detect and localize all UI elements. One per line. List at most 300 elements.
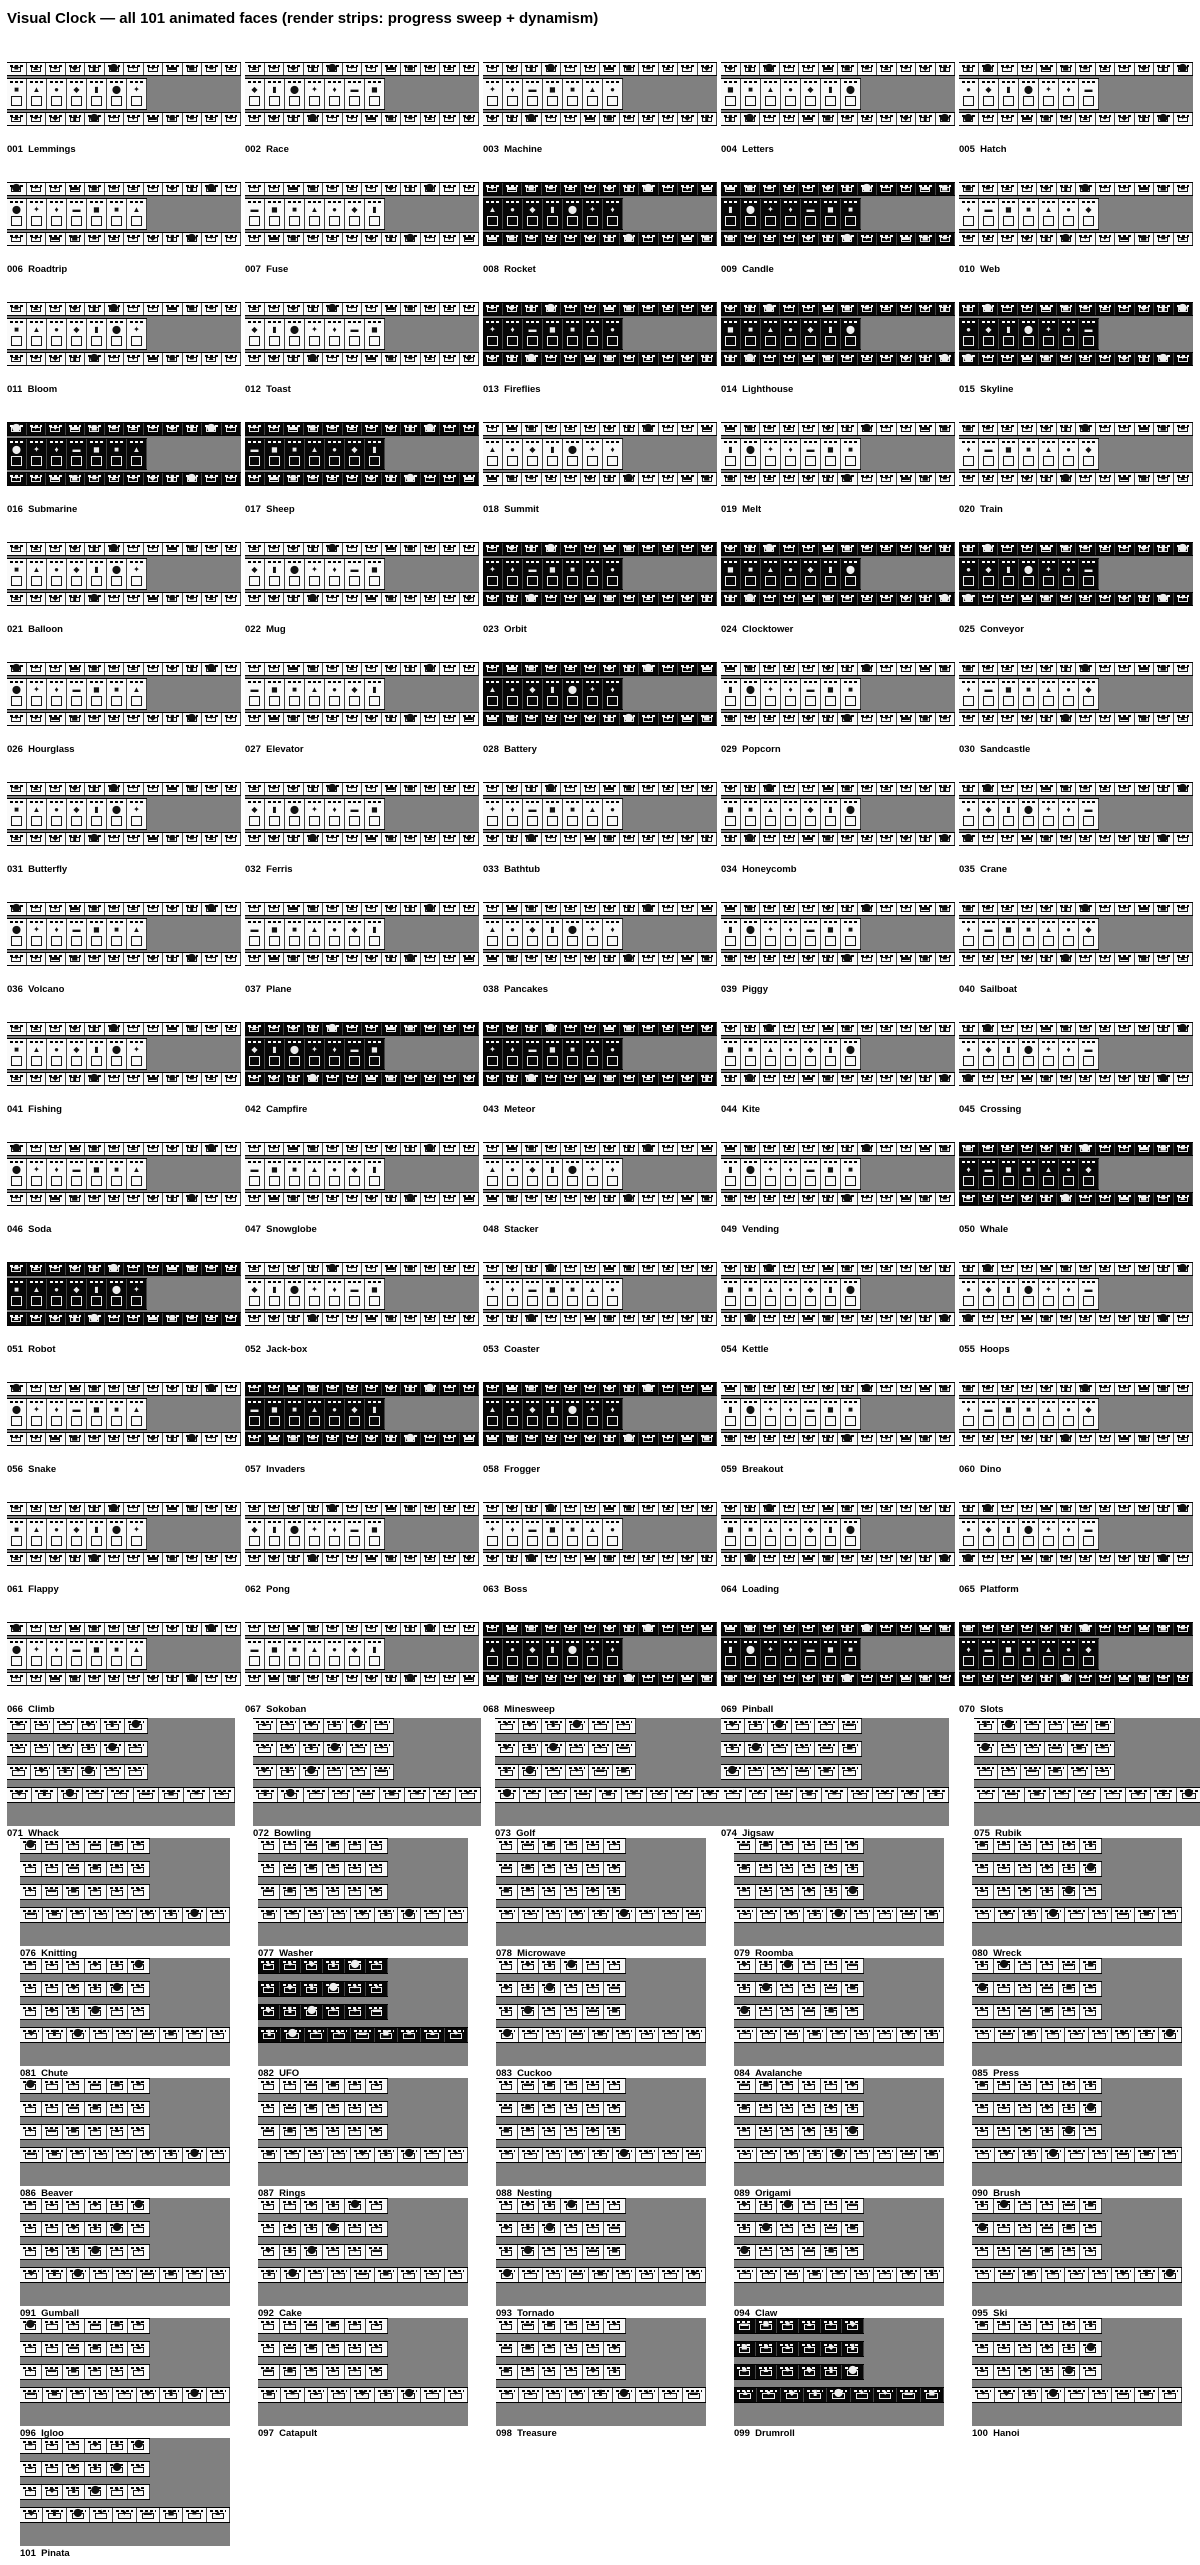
frame-glyph: ▬ xyxy=(605,1024,613,1032)
strip-frame xyxy=(561,473,581,485)
strip-frame xyxy=(1076,663,1096,675)
frame-glyph: ✦ xyxy=(766,834,773,842)
strip-frame xyxy=(581,833,601,845)
frame-glyph: ◆ xyxy=(73,1046,79,1054)
face-number: 053 xyxy=(483,1344,499,1355)
frame-glyph: ◼ xyxy=(1005,1166,1012,1174)
frame-glyph: ■ xyxy=(747,234,752,242)
strip-frame xyxy=(245,423,265,435)
strip-frame xyxy=(936,113,956,125)
strip-frame xyxy=(1019,199,1039,229)
strip-frame xyxy=(799,353,819,365)
strip-frame xyxy=(66,1023,86,1035)
frame-glyph: ◆ xyxy=(903,354,909,362)
frame-glyph: ✦ xyxy=(109,1766,116,1774)
strip-frame xyxy=(7,679,27,709)
frame-glyph: ▬ xyxy=(1023,114,1031,122)
strip-frame xyxy=(659,593,679,605)
frame-glyph: ♦ xyxy=(151,1024,155,1032)
strip-frame xyxy=(343,783,363,795)
render-strip xyxy=(721,832,955,846)
face-name: Jack-box xyxy=(261,1344,307,1355)
strip-frame xyxy=(202,113,222,125)
face-preview xyxy=(245,182,479,246)
face-name: Climb xyxy=(23,1704,55,1715)
frame-glyph: ● xyxy=(1005,1674,1010,1682)
strip-frame xyxy=(979,199,999,229)
strip-frame xyxy=(721,1039,741,1069)
strip-frame xyxy=(245,1023,265,1035)
strip-frame xyxy=(323,953,343,965)
strip-frame xyxy=(265,663,285,675)
frame-glyph: ⬤ xyxy=(964,1074,973,1082)
strip-frame xyxy=(421,953,441,965)
frame-glyph: ▬ xyxy=(387,304,395,312)
strip-frame xyxy=(959,953,979,965)
frame-glyph: ▮ xyxy=(607,954,611,962)
strip-frame xyxy=(85,473,105,485)
strip-frame xyxy=(460,903,480,915)
frame-glyph: ■ xyxy=(966,474,971,482)
strip-frame xyxy=(460,423,480,435)
frame-glyph: ◆ xyxy=(72,64,78,72)
frame-glyph: ▮ xyxy=(728,1074,732,1082)
strip-frame xyxy=(245,63,265,75)
frame-glyph: ◼ xyxy=(1062,64,1069,72)
strip-frame xyxy=(698,113,718,125)
frame-glyph: ✦ xyxy=(311,1286,318,1294)
frame-glyph: ⬤ xyxy=(624,1674,633,1682)
frame-glyph: ▮ xyxy=(311,1024,315,1032)
frame-glyph: ⬤ xyxy=(1081,904,1090,912)
strip-frame xyxy=(916,233,936,245)
frame-glyph: ▬ xyxy=(1042,784,1050,792)
frame-glyph: ⬤ xyxy=(745,1314,754,1322)
frame-glyph: ♦ xyxy=(229,474,233,482)
frame-glyph: ▲ xyxy=(1003,1144,1011,1152)
strip-frame xyxy=(7,113,27,125)
strip-frame xyxy=(858,953,878,965)
frame-glyph: ▲ xyxy=(566,424,574,432)
render-strip xyxy=(245,422,479,436)
frame-glyph: ▲ xyxy=(227,1024,235,1032)
frame-glyph: ▲ xyxy=(1003,184,1011,192)
render-strip xyxy=(245,712,479,726)
frame-glyph: ▲ xyxy=(1081,114,1089,122)
frame-glyph: ● xyxy=(966,326,971,334)
face-cell xyxy=(721,62,955,158)
frame-glyph: ◆ xyxy=(52,1314,58,1322)
strip-frame xyxy=(721,679,741,709)
frame-glyph: ● xyxy=(966,86,971,94)
frame-glyph: ◆ xyxy=(1121,1554,1127,1562)
strip-frame xyxy=(124,783,144,795)
frame-glyph: ◼ xyxy=(549,326,556,334)
strip-frame xyxy=(1059,439,1079,469)
strip-frame xyxy=(440,783,460,795)
frame-glyph: ◼ xyxy=(1062,784,1069,792)
strip-frame xyxy=(1115,423,1135,435)
frame-glyph: ♦ xyxy=(610,1646,614,1654)
frame-glyph: ▮ xyxy=(845,1144,849,1152)
face-number: 010 xyxy=(959,264,975,275)
strip-frame xyxy=(678,833,698,845)
frame-glyph: ▮ xyxy=(63,1766,67,1774)
frame-glyph: ♦ xyxy=(447,1194,451,1202)
face-preview xyxy=(959,302,1193,366)
strip-frame xyxy=(1059,799,1079,829)
strip-frame xyxy=(105,113,125,125)
strip-frame xyxy=(659,233,679,245)
frame-glyph: ● xyxy=(150,1384,155,1392)
face-label xyxy=(7,1104,62,1115)
strip-frame xyxy=(1039,799,1059,829)
frame-glyph: ✦ xyxy=(1179,1074,1186,1082)
frame-glyph: ♦ xyxy=(350,354,354,362)
frame-glyph: ▲ xyxy=(785,1624,793,1632)
face-label xyxy=(959,1104,1021,1115)
frame-glyph: ✦ xyxy=(489,1046,496,1054)
strip-frame xyxy=(741,833,761,845)
strip-frame xyxy=(503,303,523,315)
face-name: Melt xyxy=(737,504,761,515)
frame-glyph: ▲ xyxy=(644,114,652,122)
face-preview xyxy=(721,662,955,726)
strip-frame xyxy=(222,783,242,795)
frame-glyph: ◆ xyxy=(903,114,909,122)
frame-glyph: ♦ xyxy=(568,114,572,122)
frame-glyph: ◼ xyxy=(93,206,100,214)
frame-glyph: ▲ xyxy=(1179,714,1187,722)
frame-glyph: ⬤ xyxy=(109,784,118,792)
frame-glyph: ◆ xyxy=(805,474,811,482)
strip-frame xyxy=(7,319,27,349)
frame-glyph: ■ xyxy=(427,64,432,72)
strip-frame xyxy=(936,663,956,675)
face-preview xyxy=(7,662,241,726)
strip-frame xyxy=(561,353,581,365)
frame-glyph: ▬ xyxy=(726,184,734,192)
frame-glyph: ♦ xyxy=(54,446,58,454)
frame-glyph: ⬤ xyxy=(624,474,633,482)
frame-glyph: ⬤ xyxy=(12,686,21,694)
frame-glyph: ▬ xyxy=(351,326,359,334)
strip-frame xyxy=(1135,1073,1155,1085)
frame-glyph: ♦ xyxy=(490,424,494,432)
frame-glyph: ⬤ xyxy=(65,1789,74,1797)
strip-frame xyxy=(741,1073,761,1085)
face-cell xyxy=(245,662,479,758)
strip-frame xyxy=(1135,833,1155,845)
strip-frame xyxy=(382,663,402,675)
strip-frame xyxy=(1096,63,1116,75)
strip-frame xyxy=(1115,953,1135,965)
render-strip xyxy=(7,352,241,366)
strip-frame xyxy=(1174,713,1194,725)
frame-glyph: ✦ xyxy=(13,474,20,482)
strip-frame xyxy=(323,473,343,485)
frame-glyph: ⬤ xyxy=(765,304,774,312)
frame-glyph: ■ xyxy=(646,1504,651,1512)
strip-frame xyxy=(659,1023,679,1035)
frame-glyph: ♦ xyxy=(1025,304,1029,312)
frame-glyph: ♦ xyxy=(806,1264,810,1272)
strip-frame xyxy=(1019,319,1039,349)
strip-frame xyxy=(202,1073,222,1085)
face-cell xyxy=(483,902,717,998)
strip-frame xyxy=(107,1039,127,1069)
frame-glyph: ⬤ xyxy=(308,1314,317,1322)
frame-glyph: ▮ xyxy=(291,834,295,842)
frame-glyph: ◆ xyxy=(72,304,78,312)
frame-glyph: ◼ xyxy=(549,1046,556,1054)
frame-glyph: ● xyxy=(884,594,889,602)
frame-glyph: ✦ xyxy=(1045,806,1052,814)
strip-frame xyxy=(222,233,242,245)
frame-glyph: ▬ xyxy=(387,1264,395,1272)
frame-glyph: ● xyxy=(903,1264,908,1272)
frame-glyph: ⬤ xyxy=(90,114,99,122)
frame-glyph: ♦ xyxy=(588,1264,592,1272)
strip-frame xyxy=(382,593,402,605)
frame-glyph: ⬤ xyxy=(90,1074,99,1082)
strip-frame xyxy=(1037,663,1057,675)
frame-glyph: ● xyxy=(53,304,58,312)
frame-glyph: ✦ xyxy=(1179,354,1186,362)
frame-glyph: ⬤ xyxy=(746,206,755,214)
frame-glyph: ■ xyxy=(748,326,753,334)
strip-frame xyxy=(323,593,343,605)
strip-frame xyxy=(858,303,878,315)
frame-glyph: ▲ xyxy=(767,1286,775,1294)
strip-frame xyxy=(1018,423,1038,435)
frame-glyph: ▲ xyxy=(227,64,235,72)
frame-glyph: ♦ xyxy=(806,64,810,72)
strip-frame xyxy=(659,353,679,365)
strip-frame xyxy=(561,1023,581,1035)
face-label xyxy=(721,504,761,515)
frame-glyph: ✦ xyxy=(567,64,574,72)
strip-frame xyxy=(819,233,839,245)
strip-frame xyxy=(1057,113,1077,125)
frame-glyph: ◆ xyxy=(1085,1166,1091,1174)
strip-frame xyxy=(1135,303,1155,315)
frame-glyph: ✦ xyxy=(1004,304,1011,312)
strip-frame xyxy=(523,799,543,829)
strip-frame xyxy=(85,543,105,555)
frame-glyph: ⬤ xyxy=(187,474,196,482)
strip-frame xyxy=(483,953,503,965)
frame-glyph: ■ xyxy=(529,1434,534,1442)
frame-glyph: ⬤ xyxy=(112,86,121,94)
frame-glyph: ♦ xyxy=(685,904,689,912)
strip-frame xyxy=(721,473,741,485)
frame-glyph: ▮ xyxy=(845,1384,849,1392)
strip-frame xyxy=(959,919,979,949)
frame-glyph: ▮ xyxy=(1044,954,1048,962)
face-label xyxy=(7,384,57,395)
frame-glyph: ■ xyxy=(767,1384,772,1392)
frame-glyph: ♦ xyxy=(788,686,792,694)
strip-frame xyxy=(362,953,382,965)
strip-frame xyxy=(1154,353,1174,365)
frame-glyph: ◆ xyxy=(807,806,813,814)
render-strip xyxy=(7,232,241,246)
frame-glyph: ■ xyxy=(942,234,947,242)
frame-glyph: ■ xyxy=(864,1264,869,1272)
strip-frame xyxy=(799,1023,819,1035)
frame-glyph: ◼ xyxy=(824,354,831,362)
face-number: 031 xyxy=(7,864,23,875)
strip-frame xyxy=(483,1073,503,1085)
frame-glyph: ◼ xyxy=(746,664,753,672)
frame-glyph: ⬤ xyxy=(290,86,299,94)
frame-glyph: ♦ xyxy=(151,784,155,792)
strip-frame xyxy=(542,833,562,845)
strip-frame xyxy=(1174,1073,1194,1085)
strip-frame xyxy=(741,183,761,195)
strip-frame xyxy=(721,233,741,245)
frame-glyph: ✦ xyxy=(133,86,140,94)
strip-frame xyxy=(284,423,304,435)
frame-glyph: ◆ xyxy=(489,594,495,602)
frame-glyph: ◆ xyxy=(509,1504,515,1512)
frame-glyph: ◼ xyxy=(93,1406,100,1414)
frame-glyph: ◆ xyxy=(903,834,909,842)
strip-frame xyxy=(7,473,27,485)
strip-frame xyxy=(543,919,563,949)
frame-glyph: ◆ xyxy=(922,1504,928,1512)
frame-glyph: ✦ xyxy=(589,1646,596,1654)
frame-glyph: ✦ xyxy=(426,954,433,962)
strip-frame xyxy=(183,113,203,125)
strip-frame xyxy=(998,1023,1018,1035)
strip-frame xyxy=(1174,783,1194,795)
strip-frame xyxy=(858,783,878,795)
frame-glyph: ◼ xyxy=(371,566,378,574)
frame-glyph: ▬ xyxy=(168,1504,176,1512)
strip-frame xyxy=(365,919,385,949)
face-number: 034 xyxy=(721,864,737,875)
frame-glyph: ⬤ xyxy=(1178,544,1187,552)
frame-glyph: ● xyxy=(490,784,495,792)
strip-frame xyxy=(87,559,107,589)
strip-frame xyxy=(144,833,164,845)
strip-frame xyxy=(959,319,979,349)
face-name: Plane xyxy=(261,984,292,995)
face-number: 004 xyxy=(721,144,737,155)
strip-frame xyxy=(979,423,999,435)
frame-glyph: ◆ xyxy=(587,234,593,242)
strip-frame xyxy=(343,543,363,555)
frame-glyph: ◼ xyxy=(407,1024,414,1032)
frame-glyph: ◼ xyxy=(625,1504,632,1512)
render-strip xyxy=(245,182,479,196)
frame-glyph: ⬤ xyxy=(307,1766,316,1774)
frame-glyph: ✦ xyxy=(984,354,991,362)
frame-glyph: ⬤ xyxy=(846,1046,855,1054)
frame-glyph: ◼ xyxy=(91,424,98,432)
frame-glyph: ⬤ xyxy=(109,1504,118,1512)
face-cell xyxy=(483,782,717,878)
strip-frame xyxy=(821,559,841,589)
frame-glyph: ■ xyxy=(189,1074,194,1082)
frame-glyph: ♦ xyxy=(1066,326,1070,334)
frame-glyph: ♦ xyxy=(467,1624,471,1632)
strip-frame xyxy=(124,183,144,195)
frame-glyph: ▬ xyxy=(586,354,594,362)
frame-glyph: ◼ xyxy=(941,1384,948,1392)
face-number: 003 xyxy=(483,144,499,155)
frame-glyph: ▲ xyxy=(882,784,890,792)
strip-frame xyxy=(503,543,523,555)
frame-glyph: ■ xyxy=(114,446,119,454)
strip-frame xyxy=(7,953,27,965)
frame-glyph: ♦ xyxy=(1103,1674,1107,1682)
strip-frame xyxy=(47,79,67,109)
frame-glyph: ▮ xyxy=(389,474,393,482)
frame-glyph: ▲ xyxy=(133,926,141,934)
strip-frame xyxy=(819,1023,839,1035)
strip-frame xyxy=(304,713,324,725)
frame-glyph: ♦ xyxy=(467,1384,471,1392)
strip-frame xyxy=(959,1073,979,1085)
frame-glyph: ◼ xyxy=(508,234,515,242)
frame-glyph: ● xyxy=(54,1526,59,1534)
frame-glyph: ▲ xyxy=(767,566,775,574)
frame-glyph: ▬ xyxy=(902,1674,910,1682)
strip-frame xyxy=(7,799,27,829)
frame-glyph: ⬤ xyxy=(644,1624,653,1632)
strip-frame xyxy=(781,799,801,829)
frame-glyph: ▮ xyxy=(372,926,376,934)
strip-frame xyxy=(838,663,858,675)
strip-frame xyxy=(877,473,897,485)
frame-glyph: ✦ xyxy=(984,1314,991,1322)
render-strip xyxy=(959,1072,1193,1086)
strip-frame xyxy=(561,903,581,915)
frame-glyph: ◆ xyxy=(727,1024,733,1032)
strip-frame xyxy=(382,713,402,725)
frame-glyph: ▬ xyxy=(508,1384,516,1392)
frame-glyph: ▬ xyxy=(902,1194,910,1202)
strip-frame xyxy=(7,919,27,949)
frame-glyph: ◆ xyxy=(52,594,58,602)
strip-frame xyxy=(1018,1023,1038,1035)
frame-glyph: ▮ xyxy=(748,64,752,72)
strip-frame xyxy=(959,663,979,675)
strip-frame xyxy=(503,79,523,109)
frame-glyph: ◆ xyxy=(1024,1434,1030,1442)
frame-glyph: ✦ xyxy=(589,926,596,934)
frame-glyph: ■ xyxy=(114,686,119,694)
render-strip xyxy=(721,798,861,830)
frame-glyph: ▲ xyxy=(32,784,40,792)
strip-frame xyxy=(600,593,620,605)
frame-glyph: ▮ xyxy=(170,954,174,962)
frame-glyph: ⬤ xyxy=(90,354,99,362)
frame-glyph: ▲ xyxy=(984,474,992,482)
strip-frame xyxy=(600,663,620,675)
strip-frame xyxy=(639,1023,659,1035)
frame-glyph: ⬤ xyxy=(12,1406,21,1414)
frame-glyph: ✦ xyxy=(1082,1434,1089,1442)
face-label xyxy=(959,864,1007,875)
face-name: Dino xyxy=(975,1464,1001,1475)
frame-glyph: ◆ xyxy=(1024,1194,1030,1202)
frame-glyph: ♦ xyxy=(332,566,336,574)
frame-glyph: ■ xyxy=(92,714,97,722)
